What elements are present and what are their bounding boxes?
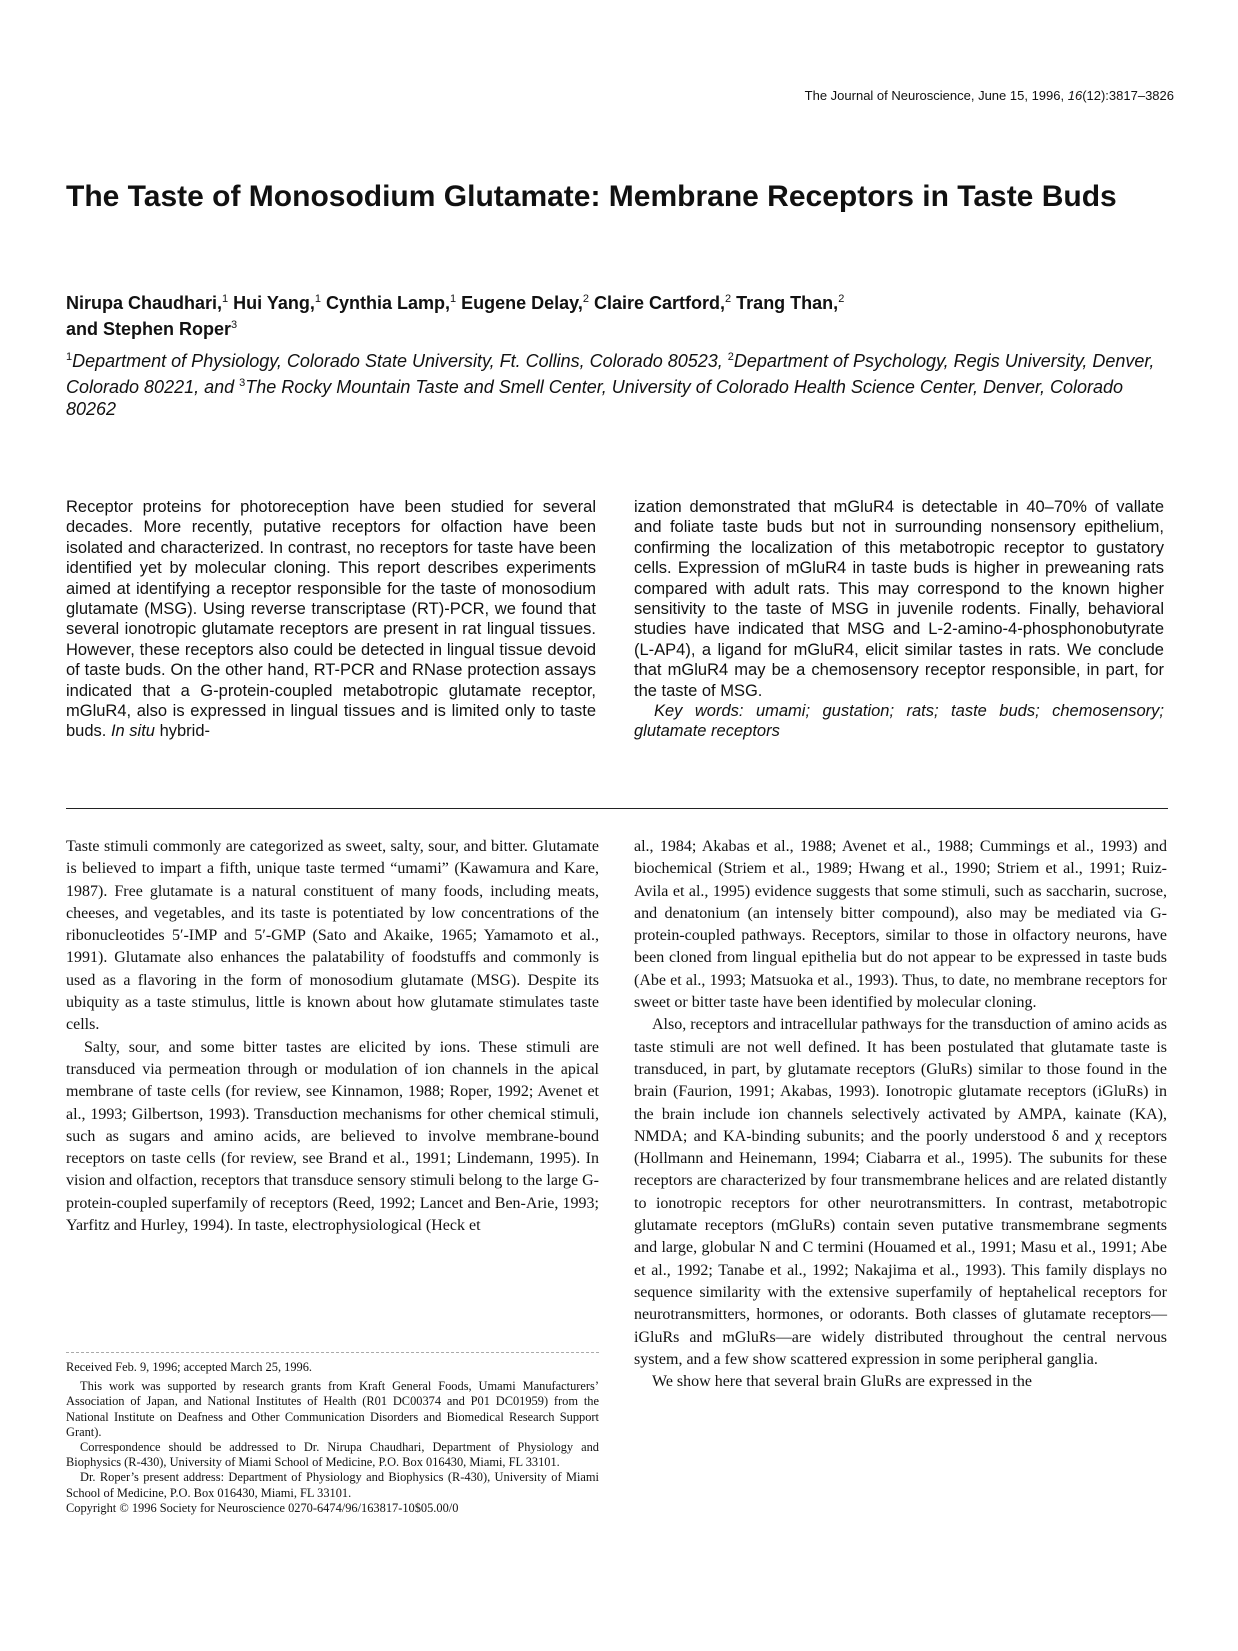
abstract-divider xyxy=(66,808,1168,809)
author-affiliation-mark: 1 xyxy=(222,293,229,305)
author-affiliation-mark: 1 xyxy=(314,293,321,305)
body-paragraph: Also, receptors and intracellular pathways for the transduction of amino acids as taste stimuli are not well defined. It has been postulated that glutamate taste is transduced, in part, by glutamate receptors (GluRs) similar to those found in the brain (Faurion, 1991; Akabas, 1993). Ionotropic glutamate receptors (iGluRs) in the brain include ion channels selectively activated by AMPA, kainate (KA), NMDA; and KA-binding subunits; and the poorly understood δ and χ receptors (Hollmann and Heinemann, 1994; Ciabarra et al., 1995). The subunits for these receptors are characterized by four transmembrane helices and are related distantly to ionotropic receptors for other neurotransmitters. In contrast, metabotropic glutamate receptors (mGluRs) contain seven putative transmembrane segments and large, globular N and C termini (Houamed et al., 1991; Masu et al., 1991; Abe et al., 1992; Tanabe et al., 1992; Nakajima et al., 1993). This family displays no sequence similarity with the extensive superfamily of heptahelical receptors for neurotransmitters, hormones, or odorants. Both classes of glutamate receptors—iGluRs and mGluRs—are widely distributed throughout the central nervous system, and a few show scattered expression in some peripheral ganglia. xyxy=(634,1016,1167,1368)
footnote-divider xyxy=(66,1352,599,1353)
received-date: Received Feb. 9, 1996; accepted March 25, 1996. xyxy=(66,1360,313,1374)
affiliation-mark: 1 xyxy=(66,351,73,363)
author-affiliation-mark: 2 xyxy=(725,293,732,305)
author-name: Nirupa Chaudhari, xyxy=(66,293,223,313)
abstract-italic-text: In situ xyxy=(110,722,155,741)
citation-suffix: (12):3817–3826 xyxy=(1082,88,1174,103)
author-name: and Stephen Roper xyxy=(66,319,232,339)
body-column-right xyxy=(634,836,1167,1393)
abstract-paragraph xyxy=(66,497,596,742)
affiliations xyxy=(66,346,1166,420)
author-list xyxy=(66,288,1166,340)
author-affiliation-mark: 2 xyxy=(582,293,589,305)
keywords-label: Key words: xyxy=(654,702,744,721)
body-paragraph: Salty, sour, and some bitter tastes are elicited by ions. These stimuli are transduced via permeation through or modulation of ion channels in the apical membrane of taste cells (for review, see Kinnamon, 1988; Roper, 1992; Avenet et al., 1993; Gilbertson, 1993). Transduction mechanisms for other chemical stimuli, such as sugars and amino acids, are believed to involve membrane-bound receptors on taste cells (for review, see Brand et al., 1991; Lindemann, 1995). In vision and olfaction, receptors that transduce sensory stimuli belong to the large G-protein-coupled superfamily of receptors (Reed, 1992; Lancet and Ben-Arie, 1993; Yarfitz and Hurley, 1994). In taste, electrophysiological (Heck et xyxy=(66,1038,599,1235)
author-affiliation-mark: 1 xyxy=(450,293,457,305)
citation-volume: 16 xyxy=(1067,88,1083,103)
keywords xyxy=(634,701,1164,742)
correspondence-note: Correspondence should be addressed to Dr. Nirupa Chaudhari, Department of Physiology and Biophysics (R-430), University of Miami School of Medicine, P.O. Box 016430, Miami, FL 33101. xyxy=(66,1440,599,1470)
body-paragraph: Taste stimuli commonly are categorized as sweet, salty, sour, and bitter. Glutamate is believed to impart a fifth, unique taste termed “umami” (Kawamura and Kare, 1987). Free glutamate is a natural constituent of many foods, including meats, cheeses, and vegetables, and its taste is potentiated by low concentrations of the ribonucleotides 5′-IMP and 5′-GMP (Sato and Akaike, 1965; Yamamoto et al., 1991). Glutamate also enhances the palatability of foodstuffs and commonly is used as a flavoring in the form of monosodium glutamate (MSG). Despite its ubiquity as a taste stimulus, little is known about how glutamate stimulates taste cells. xyxy=(66,838,599,1034)
author-name: Trang Than, xyxy=(736,293,839,313)
author-name: Claire Cartford, xyxy=(594,293,726,313)
citation-prefix: The Journal of Neuroscience, June 15, 1996, xyxy=(804,88,1068,103)
present-address-note: Dr. Roper’s present address: Department of Physiology and Biophysics (R-430), University of Miami School of Medicine, P.O. Box 016430, Miami, FL 33101. xyxy=(66,1470,599,1500)
copyright-line: Copyright © 1996 Society for Neuroscience 0270-6474/96/163817-10$05.00/0 xyxy=(66,1500,459,1515)
affiliation-mark: 3 xyxy=(239,377,246,389)
body-paragraph: al., 1984; Akabas et al., 1988; Avenet et al., 1988; Cummings et al., 1993) and biochemical (Striem et al., 1989; Hwang et al., 1990; Striem et al., 1991; Ruiz-Avila et al., 1995) evidence suggests that some stimuli, such as saccharin, sucrose, and denatonium (an intensely bitter compound), also may be mediated via G-protein-coupled pathways. Receptors, similar to those in olfactory neurons, have been cloned from lingual epithelia but do not appear to be expressed in taste buds (Abe et al., 1993; Matsuoka et al., 1993). Thus, to date, no membrane receptors for sweet or bitter taste have been identified by molecular cloning. xyxy=(634,838,1167,1012)
author-affiliation-mark: 2 xyxy=(838,293,845,305)
author-name: Cynthia Lamp, xyxy=(325,293,450,313)
author-affiliation-mark: 3 xyxy=(231,319,238,331)
abstract-text: Receptor proteins for photoreception have been studied for several decades. More recently, putative receptors for olfaction have been isolated and characterized. In contrast, no receptors for taste have been identified yet by molecular cloning. This report describes experiments aimed at identifying a receptor responsible for the taste of monosodium glutamate (MSG). Using reverse transcriptase (RT)-PCR, we found that several ionotropic glutamate receptors are present in rat lingual tissues. However, these receptors also could be detected in lingual tissue devoid of taste buds. On the other hand, RT-PCR and RNase protection assays indicated that a G-protein-coupled metabotropic glutamate receptor, mGluR4, also is expressed in lingual tissues and is limited only to taste buds. xyxy=(66,498,596,741)
journal-citation-header xyxy=(805,88,1174,103)
affiliation-text: Department of Physiology, Colorado State University, Ft. Collins, Colorado 80523, xyxy=(72,351,728,371)
body-paragraph: We show here that several brain GluRs are expressed in the xyxy=(652,1373,1032,1391)
abstract-text: hybrid- xyxy=(154,722,211,741)
keywords-text: umami; gustation; rats; taste buds; chemosensory; glutamate receptors xyxy=(634,702,1164,741)
affiliation-text: The Rocky Mountain Taste and Smell Center, University of Colorado Health Science Center, Denver, Colorado 80262 xyxy=(66,377,1124,419)
article-title: The Taste of Monosodium Glutamate: Membrane Receptors in Taste Buds xyxy=(66,180,1117,213)
body-column-left xyxy=(66,836,599,1237)
author-name: Hui Yang, xyxy=(233,293,315,313)
affiliation-mark: 2 xyxy=(727,351,734,363)
funding-note: This work was supported by research grants from Kraft General Foods, Umami Manufacturers’ Association of Japan, and National Institutes of Health (R01 DC00374 and P01 DC01959) from the National Institute on Deafness and Other Communication Disorders and Biomedical Research Support Grant). xyxy=(66,1379,599,1439)
abstract-column-right xyxy=(634,497,1164,742)
affiliation-text: Department of Psychology, Regis University, Denver, Colorado 80221, and xyxy=(66,351,1155,397)
abstract-column-left xyxy=(66,497,596,742)
abstract-paragraph: ization demonstrated that mGluR4 is detectable in 40–70% of vallate and foliate taste buds but not in surrounding nonsensory epithelium, confirming the localization of this metabotropic receptor to gustatory cells. Expression of mGluR4 in taste buds is higher in preweaning rats compared with adult rats. This may correspond to the known higher sensitivity to the taste of MSG in juvenile rodents. Finally, behavioral studies have indicated that MSG and L-2-amino-4-phosphonobutyrate (L-AP4), a ligand for mGluR4, elicit similar tastes in rats. We conclude that mGluR4 may be a chemosensory receptor responsible, in part, for the taste of MSG. xyxy=(634,498,1164,700)
footnotes xyxy=(66,1360,599,1516)
author-name: Eugene Delay, xyxy=(461,293,583,313)
